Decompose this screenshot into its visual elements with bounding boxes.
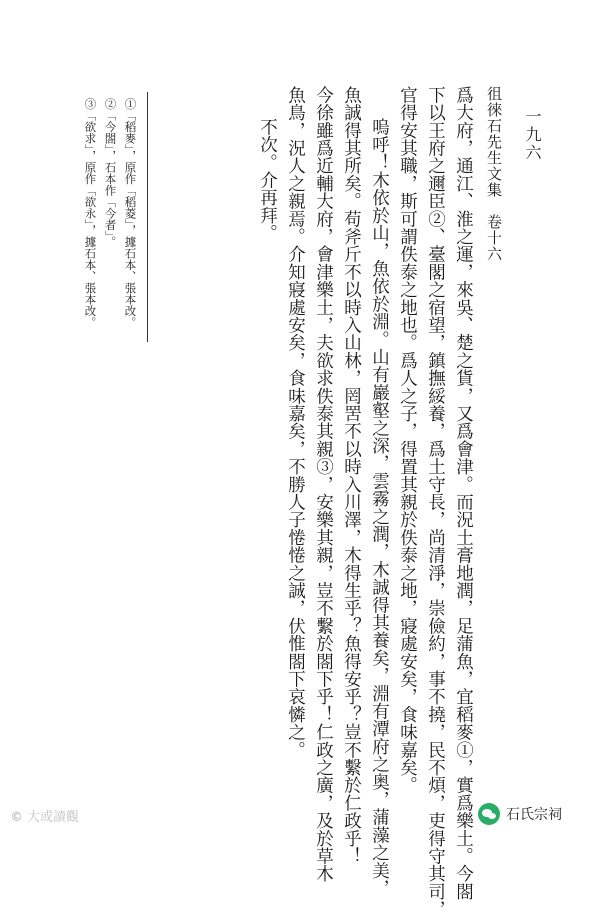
body-line-6: 今徐雖爲近輔大府，會津樂土，夫欲求佚泰其親③，安樂其親，豈不繫於閤下乎！仁政之廣，及於草木 <box>313 86 334 883</box>
body-line-5: 魚誠得其所矣。苟斧斤不以時入山林，罔罟不以時入川澤，木得生乎？魚得安乎？豈不繫於仁政乎！ <box>341 86 362 865</box>
watermark-right-text: 石氏宗祠 <box>506 807 562 823</box>
running-header: 徂徠石先生文集 卷十六 <box>485 86 503 262</box>
note-2: ②「今閤」，石本作「今者」。 <box>103 98 118 248</box>
body-line-4: 嗚呼！木依於山，魚依於淵。山有巖壑之深，雲霧之潤，木誠得其養矣，淵有潭府之奥，蒲藻之美， <box>369 118 390 897</box>
notes-divider <box>147 92 148 342</box>
body-line-1: 爲大府，通江、淮之運，來吳、楚之貨，又爲會津。而況土膏地潤，足蒲魚，宜稻麥①，實爲樂土。今閤 <box>453 86 474 901</box>
note-3: ③「欲求」，原作「欲永」，據石本、張本改。 <box>83 98 98 328</box>
watermark-right <box>478 803 562 825</box>
page-number: 一九六 <box>523 108 542 162</box>
note-1: ①「稻麥」，原作「稻菱」，據石本、張本改。 <box>123 98 138 328</box>
watermark-left-text: 大或讀觀 <box>27 810 80 825</box>
watermark-left <box>10 806 79 825</box>
copyright-icon: © <box>10 810 23 825</box>
body-line-7: 魚鳥，況人之親焉。介知寢處安矣，食味嘉矣，不勝人子惓惓之誠，伏惟閤下哀憐之。 <box>285 86 306 759</box>
body-line-3: 官得安其職，斯可謂佚泰之地也。爲人之子，得置其親於佚泰之地，寢處安矣，食味嘉矣。 <box>397 86 418 794</box>
wechat-icon <box>478 803 500 825</box>
body-line-2: 下以王府之邇臣②、臺閣之宿望，鎮撫綏養，爲土守長，尚清淨，崇儉約，事不撓，民不煩，吏得守其司， <box>425 86 446 918</box>
body-line-8: 不次。介再拜。 <box>257 118 278 242</box>
